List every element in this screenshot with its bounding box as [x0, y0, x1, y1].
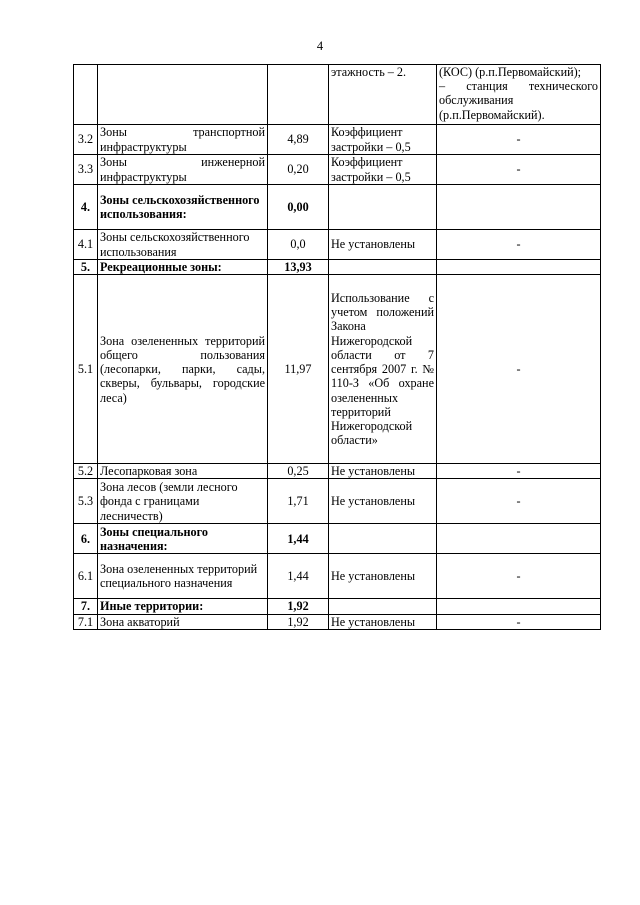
cell-area: 1,92 [268, 599, 329, 614]
cell-notes [437, 185, 601, 230]
cell-notes [437, 260, 601, 275]
cell-param [329, 599, 437, 614]
cell-name [98, 65, 268, 125]
cell-area: 0,00 [268, 185, 329, 230]
cell-notes: - [437, 479, 601, 524]
notes-line: (р.п.Первомайский). [439, 107, 545, 122]
cell-name: Зоны сельскохозяйственного использования: [98, 185, 268, 230]
cell-notes: - [437, 554, 601, 599]
cell-num: 6. [74, 524, 98, 554]
cell-area: 1,92 [268, 614, 329, 629]
table-row [74, 230, 601, 260]
cell-area: 1,44 [268, 524, 329, 554]
cell-name: Зона лесов (земли лесного фонда с границами лесничеств) [98, 479, 268, 524]
cell-name: Зона озелененных территорий общего пользования (лесопарки, парки, сады, скверы, бульвары, городские леса) [98, 275, 268, 464]
cell-param: Коэффициент застройки – 0,5 [329, 125, 437, 155]
notes-line: – станция технического [439, 79, 598, 94]
cell-notes: - [437, 614, 601, 629]
notes-line: обслуживания [439, 93, 514, 108]
cell-area: 0,25 [268, 464, 329, 479]
cell-name: Зоны сельскохозяйственного использования [98, 230, 268, 260]
cell-num: 5.3 [74, 479, 98, 524]
cell-notes: - [437, 275, 601, 464]
cell-num: 5.1 [74, 275, 98, 464]
cell-num: 6.1 [74, 554, 98, 599]
cell-name: Зона акваторий [98, 614, 268, 629]
cell-notes [437, 599, 601, 614]
notes-line: (КОС) (р.п.Первомайский); [439, 65, 582, 79]
zones-table [73, 64, 601, 630]
page-number: 4 [316, 39, 324, 53]
cell-name: Зоны инженерной инфраструктуры [98, 155, 268, 185]
cell-notes: - [437, 464, 601, 479]
cell-param: Не установлены [329, 464, 437, 479]
table-row [74, 185, 601, 230]
cell-num: 3.3 [74, 155, 98, 185]
cell-name: Рекреационные зоны: [98, 260, 268, 275]
cell-area: 4,89 [268, 125, 329, 155]
cell-notes: - [437, 230, 601, 260]
table-row [74, 554, 601, 599]
table-row [74, 599, 601, 614]
cell-num: 5.2 [74, 464, 98, 479]
cell-area: 13,93 [268, 260, 329, 275]
cell-notes [437, 524, 601, 554]
cell-name: Зоны специального назначения: [98, 524, 268, 554]
cell-num [74, 65, 98, 125]
cell-name: Зоны транспортной инфраструктуры [98, 125, 268, 155]
cell-name: Зона озелененных территорий специального назначения [98, 554, 268, 599]
cell-area [268, 65, 329, 125]
cell-param [329, 185, 437, 230]
table-row [74, 275, 601, 464]
cell-notes: - [437, 155, 601, 185]
table-row [74, 65, 601, 125]
cell-param: этажность – 2. [329, 65, 437, 125]
cell-area: 11,97 [268, 275, 329, 464]
cell-num: 5. [74, 260, 98, 275]
cell-num: 7. [74, 599, 98, 614]
cell-param: Не установлены [329, 614, 437, 629]
cell-num: 7.1 [74, 614, 98, 629]
cell-param: Не установлены [329, 554, 437, 599]
cell-area: 1,44 [268, 554, 329, 599]
cell-num: 3.2 [74, 125, 98, 155]
cell-num: 4.1 [74, 230, 98, 260]
table-row [74, 464, 601, 479]
cell-param: Коэффициент застройки – 0,5 [329, 155, 437, 185]
cell-notes [437, 65, 601, 125]
table-row [74, 125, 601, 155]
table-row [74, 479, 601, 524]
cell-name: Лесопарковая зона [98, 464, 268, 479]
cell-area: 1,71 [268, 479, 329, 524]
table-row [74, 614, 601, 629]
cell-param: Не установлены [329, 230, 437, 260]
cell-num: 4. [74, 185, 98, 230]
cell-name: Иные территории: [98, 599, 268, 614]
table-row [74, 524, 601, 554]
cell-param [329, 524, 437, 554]
cell-area: 0,20 [268, 155, 329, 185]
cell-notes: - [437, 125, 601, 155]
cell-param: Использование с учетом положений Закона Нижегородской области от 7 сентября 2007 г. № 110-З «Об охране озелененных территорий Нижегородской области» [329, 275, 437, 464]
table-row [74, 260, 601, 275]
table-row [74, 155, 601, 185]
cell-param [329, 260, 437, 275]
cell-area: 0,0 [268, 230, 329, 260]
cell-param: Не установлены [329, 479, 437, 524]
